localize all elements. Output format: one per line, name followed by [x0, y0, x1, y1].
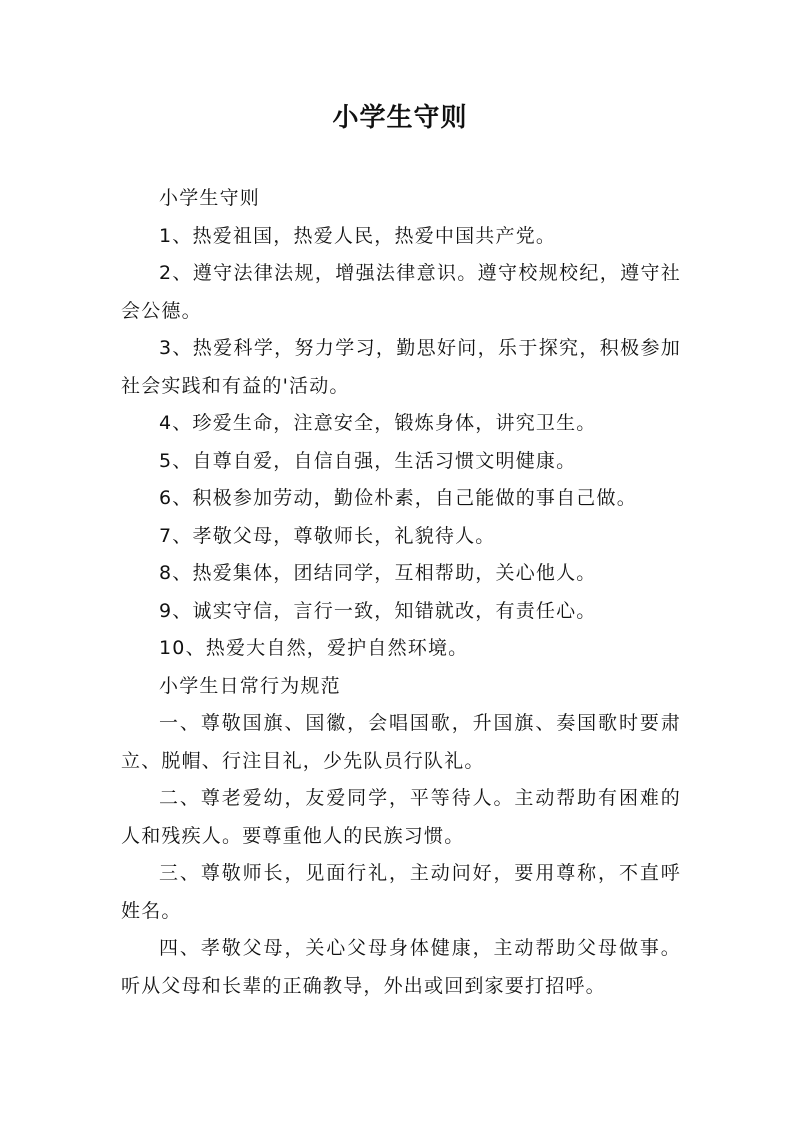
- rule-item-10: 10、热爱大自然，爱护自然环境。: [159, 637, 469, 659]
- rule-item-8: 8、热爱集体，团结同学，互相帮助，关心他人。: [159, 562, 597, 584]
- rule-item-1: 1、热爱祖国，热爱人民，热爱中国共产党。: [159, 224, 557, 247]
- rule-item-4: 4、珍爱生命，注意安全，锻炼身体，讲究卫生。: [159, 412, 597, 434]
- norm-item-1: 一、尊敬国旗、国徽，会唱国歌，升国旗、奏国歌时要肃立、脱帽、行注目礼，少先队员行队礼。: [121, 712, 681, 772]
- rule-item-3: 3、热爱科学，努力学习，勤思好问，乐于探究，积极参加社会实践和有益的'活动。: [121, 337, 681, 397]
- section-heading-norms: 小学生日常行为规范: [159, 674, 341, 697]
- section-heading-rules: 小学生守则: [159, 187, 261, 209]
- norm-item-3: 三、尊敬师长，见面行礼，主动问好，要用尊称，不直呼姓名。: [121, 862, 681, 922]
- rule-item-9: 9、诚实守信，言行一致，知错就改，有责任心。: [159, 599, 597, 622]
- rule-item-2: 2、遵守法律法规，增强法律意识。遵守校规校纪，遵守社会公德。: [121, 262, 681, 322]
- document-body: [121, 180, 681, 1005]
- rule-item-6: 6、积极参加劳动，勤俭朴素，自己能做的事自己做。: [159, 487, 637, 509]
- rule-item-7: 7、孝敬父母，尊敬师长，礼貌待人。: [159, 524, 496, 547]
- norm-item-2: 二、尊老爱幼，友爱同学，平等待人。主动帮助有困难的人和残疾人。要尊重他人的民族习惯。: [121, 787, 681, 847]
- rule-item-5: 5、自尊自爱，自信自强，生活习惯文明健康。: [159, 449, 577, 472]
- norm-item-4: 四、孝敬父母，关心父母身体健康，主动帮助父母做事。听从父母和长辈的正确教导，外出或回到家要打招呼。: [121, 937, 681, 997]
- page-title: 小学生守则: [332, 103, 468, 133]
